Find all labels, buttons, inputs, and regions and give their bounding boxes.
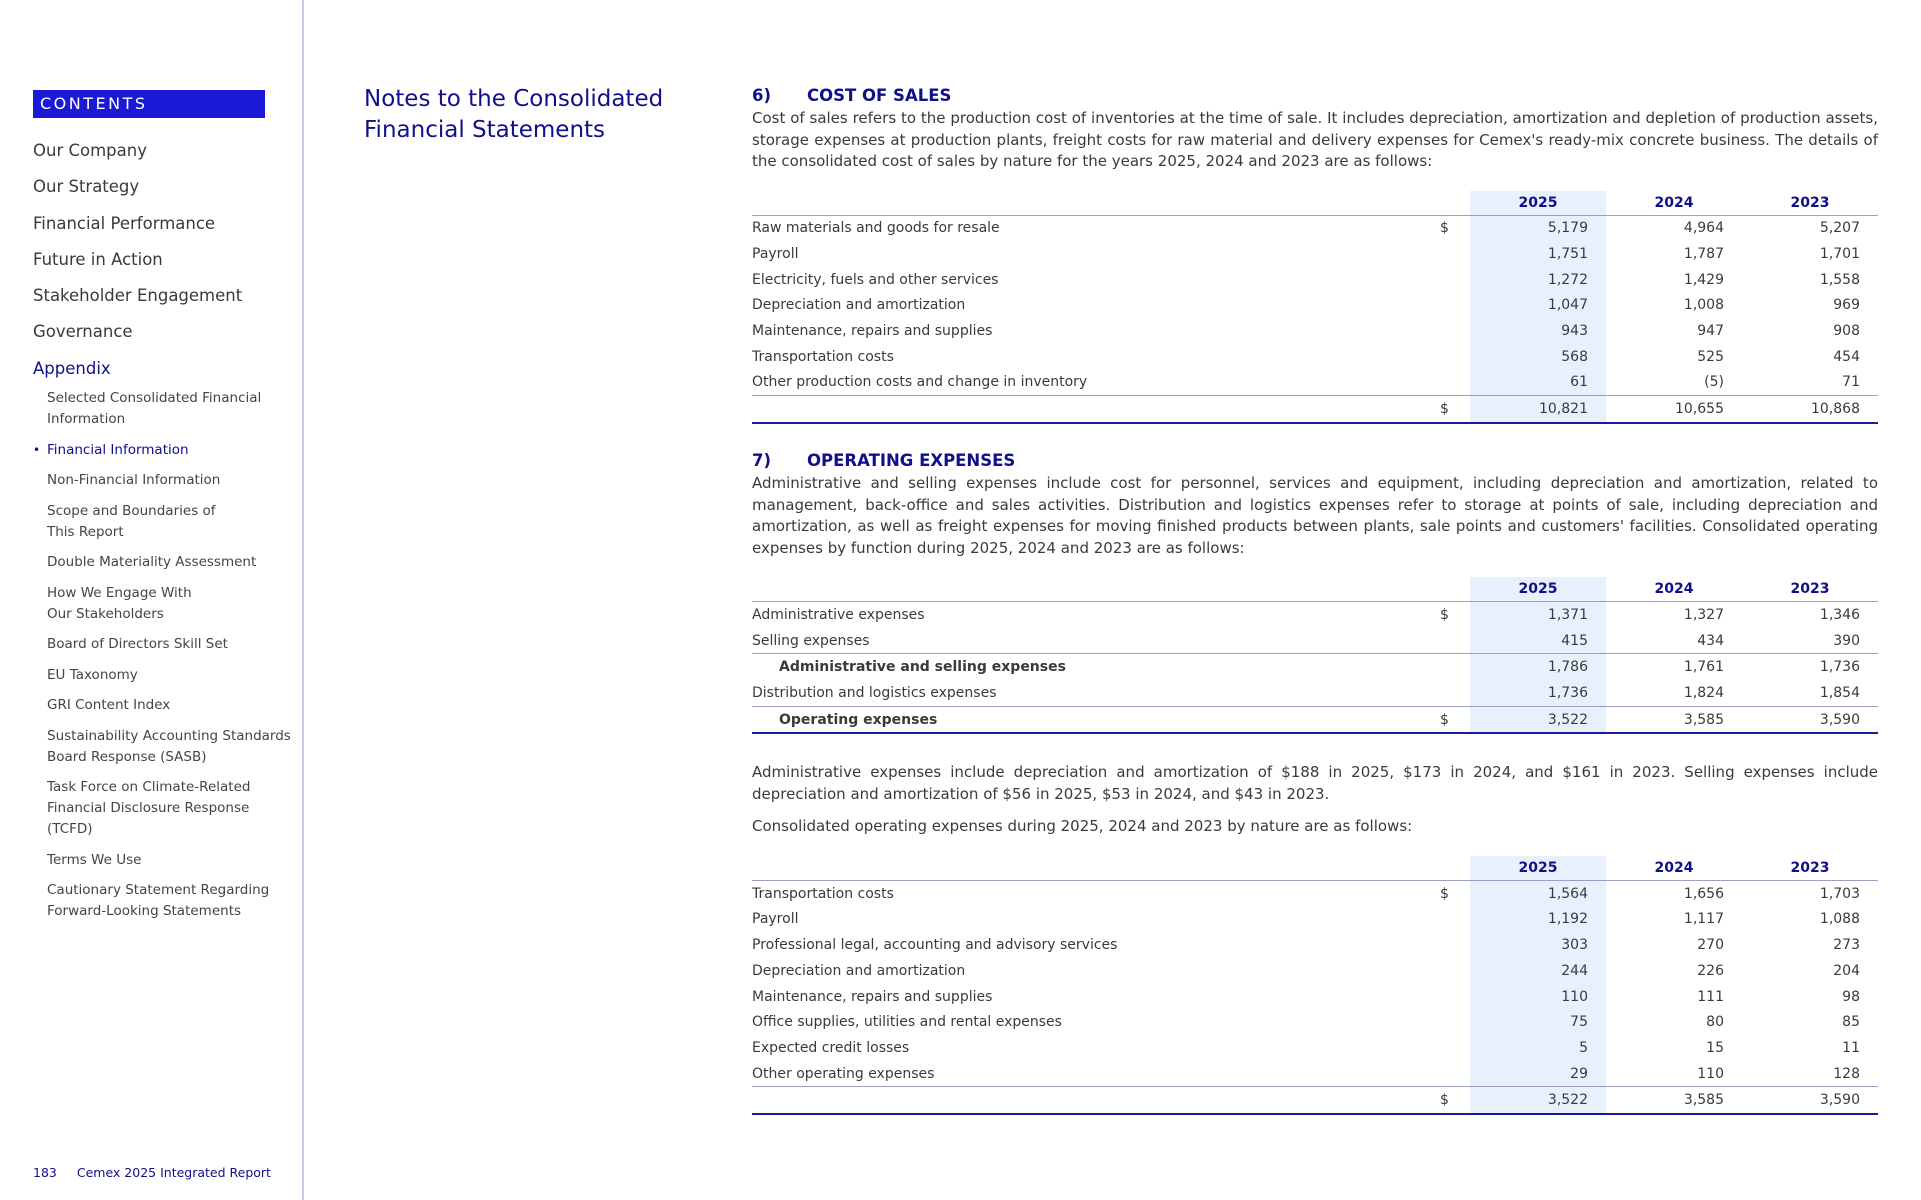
value-2024: 1,656 [1683, 885, 1724, 902]
contents-badge[interactable]: CONTENTS [33, 90, 265, 118]
row-label: Depreciation and amortization [752, 297, 966, 314]
section-7-heading [752, 451, 1878, 473]
operating-expenses-by-function-table [752, 577, 1878, 734]
value-2024: 111 [1697, 988, 1724, 1005]
value-2023: 1,346 [1819, 606, 1860, 623]
table-row [752, 932, 1878, 958]
value-2025: 110 [1470, 984, 1606, 1010]
row-label: Transportation costs [752, 348, 894, 365]
table-row [752, 958, 1878, 984]
report-name: Cemex 2025 Integrated Report [76, 1165, 271, 1180]
row-label: Selling expenses [752, 632, 870, 649]
value-2024: 15 [1706, 1039, 1724, 1056]
section-6-title: COST OF SALES [807, 86, 952, 105]
row-label: Administrative expenses [752, 606, 925, 623]
table-row [752, 680, 1878, 706]
table-row [752, 1035, 1878, 1061]
value-2024: 1,787 [1683, 246, 1724, 263]
year-header: 2024 [1606, 577, 1742, 602]
value-2023: 454 [1833, 348, 1860, 365]
value-2025: 29 [1470, 1061, 1606, 1087]
nav-item-governance[interactable]: Governance [33, 322, 133, 342]
row-label: Payroll [752, 911, 799, 928]
row-label: Other production costs and change in inventory [752, 374, 1088, 391]
value-2025: 244 [1470, 958, 1606, 984]
value-2025: 61 [1470, 370, 1606, 396]
table-row [752, 984, 1878, 1010]
total-2023: 3,590 [1742, 1087, 1878, 1114]
year-header: 2023 [1742, 191, 1878, 216]
value-2023: 1,703 [1819, 885, 1860, 902]
value-2025: 75 [1470, 1009, 1606, 1035]
value-2025: 1,564 [1470, 880, 1606, 906]
value-2023: 1,736 [1742, 654, 1878, 680]
value-2024: 1,327 [1683, 606, 1724, 623]
row-label: Maintenance, repairs and supplies [752, 323, 993, 340]
year-header: 2024 [1606, 191, 1742, 216]
value-2024: 110 [1697, 1065, 1724, 1082]
row-label: Administrative and selling expenses [752, 654, 1440, 680]
value-2024: 1,761 [1606, 654, 1742, 680]
row-label: Office supplies, utilities and rental expenses [752, 1014, 1062, 1031]
table-total-row [752, 1087, 1878, 1114]
subtotal-row [752, 654, 1878, 680]
subnav-item-board-skill-set[interactable]: Board of Directors Skill Set [47, 636, 228, 652]
value-2025: 1,786 [1470, 654, 1606, 680]
value-2024: 1,429 [1683, 271, 1724, 288]
table-row [752, 344, 1878, 370]
operating-expenses-by-nature-table [752, 856, 1878, 1115]
value-2024: 947 [1697, 323, 1724, 340]
table-row [752, 215, 1878, 241]
value-2024: 1,008 [1683, 297, 1724, 314]
total-2023: 10,868 [1742, 396, 1878, 423]
subnav-item-sasb[interactable]: Sustainability Accounting Standards Board Response (SASB) [47, 727, 291, 765]
row-label: Professional legal, accounting and advisory services [752, 937, 1118, 954]
total-2023: 3,590 [1742, 706, 1878, 733]
by-nature-intro: Consolidated operating expenses during 2025, 2024 and 2023 by nature are as follows: [752, 817, 1413, 836]
row-label: Expected credit losses [752, 1039, 910, 1056]
value-2023: 390 [1833, 632, 1860, 649]
value-2023: 1,088 [1819, 911, 1860, 928]
row-label: Maintenance, repairs and supplies [752, 988, 993, 1005]
subnav-item-how-we-engage[interactable]: How We Engage With Our Stakeholders [47, 584, 192, 622]
subnav-item-non-financial-information[interactable]: Non-Financial Information [47, 472, 221, 488]
value-2025: 5 [1470, 1035, 1606, 1061]
table-row [752, 370, 1878, 396]
page-number: 183 [33, 1165, 57, 1180]
value-2023: 1,854 [1819, 684, 1860, 701]
nav-item-financial-performance[interactable]: Financial Performance [33, 213, 216, 233]
value-2025: 1,371 [1470, 602, 1606, 628]
nav-item-future-in-action[interactable]: Future in Action [33, 249, 163, 269]
total-2025: 3,522 [1470, 1087, 1606, 1114]
currency-symbol: $ [1440, 396, 1470, 423]
value-2023: 85 [1842, 1014, 1860, 1031]
table-row [752, 880, 1878, 906]
subnav-item-scope-and-boundaries[interactable]: Scope and Boundaries of This Report [47, 502, 216, 540]
table-row [752, 267, 1878, 293]
value-2023: 969 [1833, 297, 1860, 314]
year-header: 2024 [1606, 856, 1742, 881]
cost-of-sales-table [752, 191, 1878, 425]
value-2024: 1,824 [1683, 684, 1724, 701]
subnav-item-terms-we-use[interactable]: Terms We Use [47, 851, 142, 868]
value-2024: 270 [1697, 937, 1724, 954]
table-row [752, 241, 1878, 267]
nav-item-our-strategy[interactable]: Our Strategy [33, 177, 140, 197]
table-row [752, 628, 1878, 654]
value-2025: 1,736 [1470, 680, 1606, 706]
appendix-subnav [47, 388, 297, 932]
total-2025: 3,522 [1470, 706, 1606, 733]
section-6-heading [752, 86, 1878, 108]
value-2023: 128 [1833, 1065, 1860, 1082]
row-label: Transportation costs [752, 885, 894, 902]
row-label: Payroll [752, 246, 799, 263]
table-header-row [752, 577, 1878, 602]
currency-symbol: $ [1440, 885, 1449, 902]
section-6-paragraph: Cost of sales refers to the production cost of inventories at the time of sale. It includes depreciation, amortization and depletion of production assets, storage expenses at production plants, freight costs for raw material and delivery expenses for Cemex's ready-mix concrete business. The details of the consolidated cost of sales by nature for the years 2025, 2024 and 2023 are as follows: [752, 109, 1878, 170]
nav-item-appendix[interactable]: Appendix [33, 358, 111, 378]
subnav-item-tcfd[interactable]: Task Force on Climate-Related Financial Disclosure Response (TCFD) [47, 779, 251, 837]
subnav-item-eu-taxonomy[interactable]: EU Taxonomy [47, 666, 138, 683]
row-label: Depreciation and amortization [752, 962, 966, 979]
table-row [752, 318, 1878, 344]
total-2024: 3,585 [1606, 1087, 1742, 1114]
value-2024: 226 [1697, 962, 1724, 979]
currency-symbol: $ [1440, 1087, 1470, 1114]
year-header: 2025 [1470, 191, 1606, 216]
value-2023: 908 [1833, 323, 1860, 340]
table-row [752, 1009, 1878, 1035]
row-label: Electricity, fuels and other services [752, 271, 999, 288]
subnav-item-cautionary-statement[interactable]: Cautionary Statement Regarding Forward-Looking Statements [47, 882, 270, 919]
value-2024: 1,117 [1683, 911, 1724, 928]
year-header: 2023 [1742, 577, 1878, 602]
subnav-item-gri-content-index[interactable]: GRI Content Index [47, 697, 171, 713]
value-2025: 303 [1470, 932, 1606, 958]
year-header: 2025 [1470, 577, 1606, 602]
value-2023: 98 [1842, 988, 1860, 1005]
subnav-item-financial-information[interactable]: • Financial Information [47, 440, 297, 461]
value-2025: 1,047 [1470, 293, 1606, 319]
nav-item-stakeholder-engagement[interactable]: Stakeholder Engagement [33, 286, 243, 306]
value-2025: 5,179 [1470, 215, 1606, 241]
value-2025: 943 [1470, 318, 1606, 344]
total-2024: 10,655 [1606, 396, 1742, 423]
row-label: Distribution and logistics expenses [752, 684, 997, 701]
table-row [752, 907, 1878, 933]
total-2024: 3,585 [1606, 706, 1742, 733]
currency-symbol: $ [1440, 220, 1449, 237]
depreciation-note: Administrative expenses include depreciation and amortization of $188 in 2025, $173 in 2024, and $161 in 2023. Selling expenses include depreciation and amortization of $56 in 2025, $53 in 2024, and $43 in 2023. [752, 763, 1878, 803]
table-total-row [752, 396, 1878, 423]
table-row [752, 1061, 1878, 1087]
value-2025: 1,192 [1470, 907, 1606, 933]
row-label: Operating expenses [752, 706, 1440, 733]
page-footer [33, 1165, 271, 1180]
subnav-item-selected-financial-info[interactable]: Selected Consolidated Financial Information [47, 390, 262, 427]
value-2023: 273 [1833, 937, 1860, 954]
section-7-title: OPERATING EXPENSES [807, 451, 1016, 470]
sidebar [0, 0, 304, 1200]
section-cost-of-sales [752, 86, 1878, 424]
row-label: Raw materials and goods for resale [752, 220, 1000, 237]
value-2023: 71 [1842, 374, 1860, 391]
value-2025: 415 [1470, 628, 1606, 654]
value-2023: 11 [1842, 1039, 1860, 1056]
value-2023: 1,558 [1819, 271, 1860, 288]
page-title: Notes to the Consolidated Financial Statements [364, 86, 664, 143]
section-7-number: 7) [752, 451, 772, 470]
total-2025: 10,821 [1470, 396, 1606, 423]
value-2024: 525 [1697, 348, 1724, 365]
value-2025: 1,751 [1470, 241, 1606, 267]
main-nav [33, 138, 242, 392]
value-2024: (5) [1704, 374, 1724, 391]
row-label: Other operating expenses [752, 1065, 935, 1082]
table-header-row [752, 856, 1878, 881]
value-2025: 1,272 [1470, 267, 1606, 293]
value-2025: 568 [1470, 344, 1606, 370]
subnav-item-double-materiality[interactable]: Double Materiality Assessment [47, 554, 257, 570]
table-header-row [752, 191, 1878, 216]
year-header: 2025 [1470, 856, 1606, 881]
value-2024: 434 [1697, 632, 1724, 649]
currency-symbol: $ [1440, 606, 1449, 623]
value-2023: 5,207 [1819, 220, 1860, 237]
section-operating-expenses [752, 451, 1878, 1115]
currency-symbol: $ [1440, 706, 1470, 733]
section-7-paragraph: Administrative and selling expenses include cost for personnel, services and equipment, including depreciation and amortization, related to management, back-office and sales activities. Distribution and logistics expenses refer to storage at points of sale, including depreciation and amortization, as well as freight expenses for moving finished products between plants, sale points and customers' facilities. Consolidated operating expenses by function during 2025, 2024 and 2023 are as follows: [752, 474, 1878, 557]
value-2023: 204 [1833, 962, 1860, 979]
nav-item-our-company[interactable]: Our Company [33, 141, 147, 160]
table-total-row [752, 706, 1878, 733]
section-6-number: 6) [752, 86, 772, 105]
value-2023: 1,701 [1819, 246, 1860, 263]
table-row [752, 293, 1878, 319]
value-2024: 4,964 [1683, 220, 1724, 237]
year-header: 2023 [1742, 856, 1878, 881]
value-2024: 80 [1706, 1014, 1724, 1031]
table-row [752, 602, 1878, 628]
